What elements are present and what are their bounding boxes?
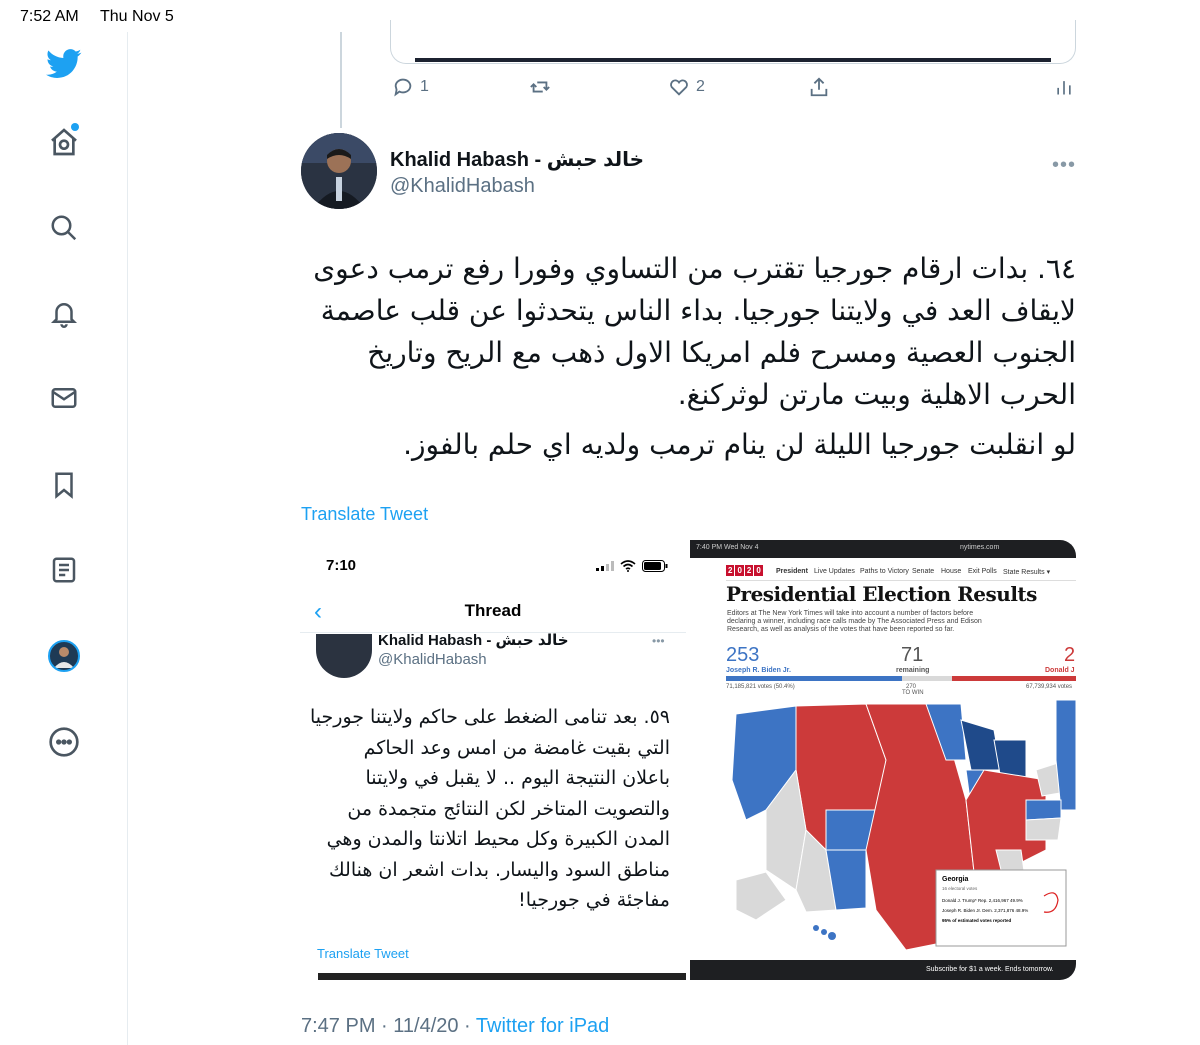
analytics-icon [1054,76,1074,98]
like-count: 2 [696,78,705,95]
tweet-media-grid [300,540,1076,980]
media-image-election-results[interactable] [690,540,1076,980]
retweet-icon [528,76,552,98]
previous-tweet-media[interactable] [390,20,1076,64]
nyt-nav-link: President [776,568,808,575]
screenshot-translate-link: Translate Tweet [317,946,409,961]
georgia-biden-row: Joseph R. Biden Jr. Dem. 2,371,876 48.9% [942,908,1029,913]
nyt-subscribe-bar [690,960,1076,980]
tweet-source-link[interactable]: Twitter for iPad [475,1015,610,1037]
remaining-ev: 71 [901,644,924,666]
heart-icon [668,76,690,98]
georgia-popup-title: Georgia [942,876,969,883]
us-election-map [726,700,1076,952]
screenshot-time: 7:10 [326,557,357,574]
nyt-nav [690,562,1076,580]
mail-icon[interactable] [44,378,84,418]
retweet-button[interactable] [528,76,558,98]
tweet-paragraph-1: ٦٤. بدات ارقام جورجيا تقترب من التساوي وفورا رفع ترمب دعوى لايقاف العد في ولايتنا جورجيا. بداء الناس يتحدثوا عن قلب عاصمة الجنوب العصية ومسرح فلم امريكا الاول ذهب مع الريح وتاريخ الحرب الاهلية وبيت مارتن لوثركنغ. [313,252,1076,411]
trump-name: Donald J [1045,667,1075,674]
remaining-label: remaining [896,667,930,674]
tweet-paragraph-2: لو انقلبت جورجيا الليلة لن ينام ترمب ولديه اي حلم بالفوز. [403,428,1076,461]
threshold: 270 [906,684,917,690]
more-icon[interactable] [44,722,84,762]
georgia-reported: 95% of estimated votes reported [942,918,1012,923]
media-image-thread-screenshot[interactable] [300,540,686,980]
nyt-date: Wed Nov 4 [724,544,759,551]
like-button[interactable] [668,76,705,98]
list-icon[interactable] [44,550,84,590]
threshold-label: TO WIN [902,690,924,696]
timestamp-text[interactable]: 7:47 PM · 11/4/20 · [301,1015,476,1037]
screenshot-tweet-text: ٥٩. بعد تنامى الضغط على حاكم ولايتنا جورجيا التي بقيت غامضة من امس وعد الحاكم باعلان النتيجة اليوم .. لا يقبل في ولايتنا والتصويت المتاخر لكن النتائج متجمدة من المدن الكبيرة وكل محيط اتلانتا والمدن وهي مناطق السود واليسار. بدات اشعر ان هنالك مفاجئة في جورجيا! [310,706,670,911]
nyt-nav-link: Senate [912,568,935,575]
back-chevron-icon[interactable]: ‹ [314,598,322,625]
status-date: Thu Nov 5 [100,8,174,25]
nyt-subscribe-text: Subscribe for $1 a week. Ends tomorrow. [926,966,1054,973]
nyt-subtext: Editors at The New York Times will take into account a number of factors before declaring a winner, including race calls made by The Associated Press and Edison Research, as well as analysis of the votes that have been reported so far. [727,610,982,633]
remaining-bar [902,676,952,681]
thread-connector [340,32,342,128]
search-icon[interactable] [44,208,84,248]
screenshot-status-icons [596,560,668,572]
translate-tweet-link[interactable]: Translate Tweet [301,504,429,524]
reply-count: 1 [420,78,429,95]
nyt-nav-link: Exit Polls [968,568,997,575]
bookmark-icon[interactable] [44,465,84,505]
reply-button[interactable] [392,76,429,98]
biden-name: Joseph R. Biden Jr. [726,667,791,674]
nyt-year-badge: 2 0 2 0 [728,566,761,575]
tweet-more-icon[interactable]: ••• [1052,154,1077,176]
bell-icon[interactable] [44,293,84,333]
sidebar [0,32,128,1045]
reply-icon [392,76,414,98]
tweet-timestamp [301,1015,609,1038]
battery-icon [642,560,668,572]
twitter-logo-icon[interactable] [44,44,84,84]
profile-avatar[interactable] [44,636,84,676]
author-name[interactable]: Khalid Habash - خالد حبش [390,149,645,171]
nyt-time: 7:40 PM [696,544,723,551]
nyt-nav-link: State Results ▾ [1003,569,1051,576]
screenshot-more-icon: ••• [652,634,665,648]
screenshot-author-name: Khalid Habash - خالد حبش [378,632,569,649]
notification-dot [71,123,79,131]
georgia-popup-subtitle: 16 electoral votes [942,886,978,891]
wifi-icon [620,560,636,572]
biden-bar [726,676,902,681]
nyt-url: nytimes.com [960,544,1000,551]
signal-icon [596,561,614,571]
trump-votes: 67,739,934 votes [1026,684,1073,690]
nyt-topbar [690,540,1076,558]
tweet-text [300,248,1076,474]
share-button[interactable] [808,76,830,98]
share-icon [808,76,830,98]
nyt-nav-link: House [941,568,962,575]
nyt-headline: Presidential Election Results [726,582,1037,606]
author-handle[interactable]: @KhalidHabash [390,175,535,197]
thread-title: Thread [464,601,522,620]
analytics-button[interactable] [1054,76,1074,98]
screenshot-bottom-bar [318,973,686,980]
biden-ev: 253 [726,644,760,666]
nyt-nav-link: Paths to Victory [860,568,909,575]
trump-ev: 2 [1064,644,1076,666]
biden-votes: 71,185,821 votes (50.4%) [726,684,795,690]
georgia-trump-row: Donald J. Trump* Rep. 2,416,967 49.9% [942,898,1023,903]
nyt-nav-link: Live Updates [814,568,855,575]
trump-bar [952,676,1076,681]
previous-tweet-actions [392,76,1082,104]
author-avatar[interactable] [301,133,377,209]
screenshot-avatar [316,634,372,678]
status-time: 7:52 AM [20,8,79,25]
screenshot-author-handle: @KhalidHabash [378,651,487,668]
